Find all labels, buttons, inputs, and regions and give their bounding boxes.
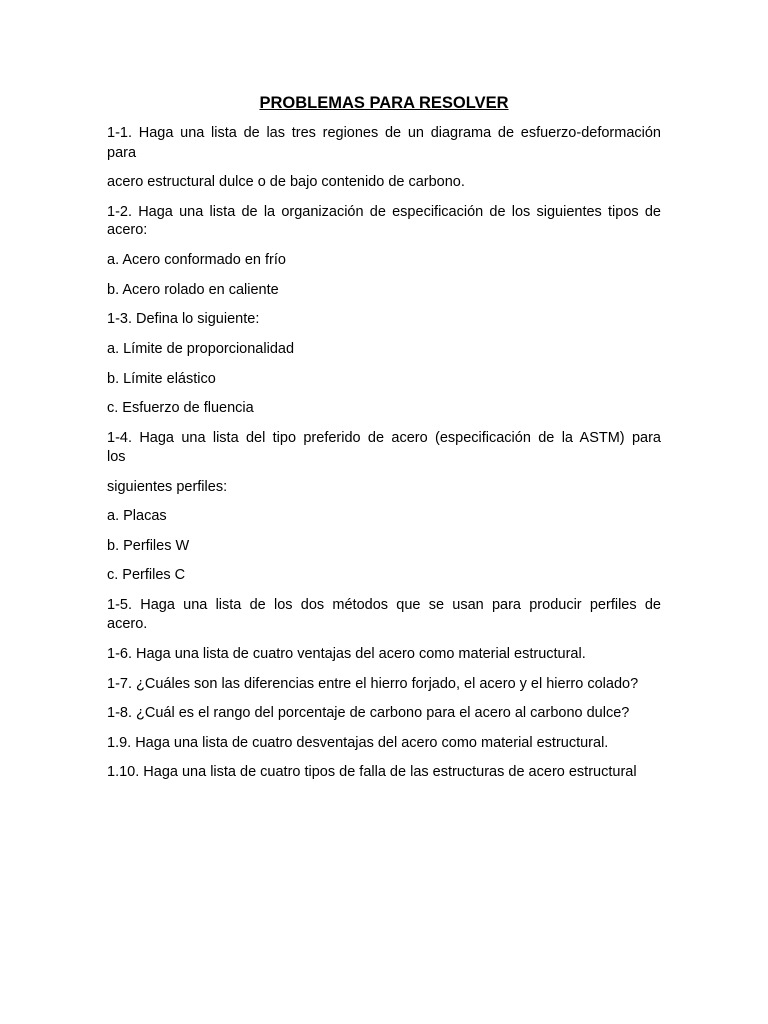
text-line: para [107,145,137,161]
text-line: 1-7. ¿Cuáles son las diferencias entre el hierro forjado, el acero y el hierro colado? [107,676,639,692]
text-line: acero. [107,616,148,632]
text-line: a. Placas [107,508,167,524]
document-title: PROBLEMAS PARA RESOLVER [259,94,509,112]
text-line: 1-3. Defina lo siguiente: [107,311,260,327]
text-line: acero estructural dulce o de bajo contenido de carbono. [107,174,465,190]
text-line: b. Perfiles W [107,538,190,554]
text-line: 1-2. Haga una lista de la organización de especificación de los siguientes tipos de [107,204,661,220]
text-line: acero: [107,222,148,238]
text-line: 1-8. ¿Cuál es el rango del porcentaje de carbono para el acero al carbono dulce? [107,705,630,721]
text-line: 1-5. Haga una lista de los dos métodos que se usan para producir perfiles de [107,597,661,613]
text-line: a. Acero conformado en frío [107,252,286,268]
text-line: a. Límite de proporcionalidad [107,341,295,357]
text-line: siguientes perfiles: [107,479,228,495]
text-line: c. Esfuerzo de fluencia [107,400,254,416]
text-line: los [107,449,126,465]
text-line: 1-6. Haga una lista de cuatro ventajas del acero como material estructural. [107,646,586,662]
document-page [107,0,661,1024]
text-line: b. Acero rolado en caliente [107,282,279,298]
text-line: 1-1. Haga una lista de las tres regiones de un diagrama de esfuerzo-deformación [107,125,661,141]
text-line: 1.10. Haga una lista de cuatro tipos de falla de las estructuras de acero estructural [107,764,637,780]
text-line: c. Perfiles C [107,567,186,583]
text-line: 1.9. Haga una lista de cuatro desventajas del acero como material estructural. [107,735,609,751]
text-line: b. Límite elástico [107,371,216,387]
text-line: 1-4. Haga una lista del tipo preferido de acero (especificación de la ASTM) para [107,430,661,446]
